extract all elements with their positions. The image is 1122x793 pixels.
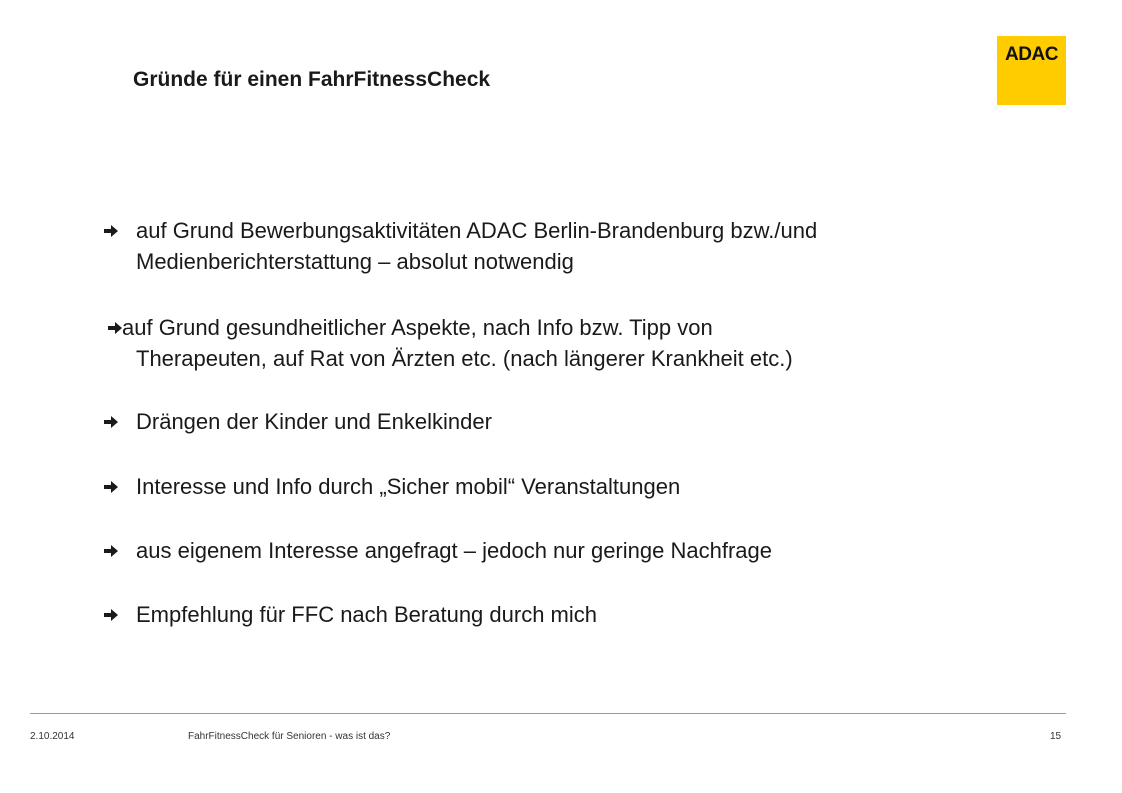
- footer-title: FahrFitnessCheck für Senioren - was ist das?: [188, 731, 391, 742]
- right-arrow-icon: [106, 319, 124, 337]
- bullet-line: aus eigenem Interesse angefragt – jedoch nur geringe Nachfrage: [136, 538, 772, 563]
- bullet-item: [102, 406, 1036, 437]
- bullet-line: auf Grund Bewerbungsaktivitäten ADAC Berlin-Brandenburg bzw./und: [136, 218, 818, 243]
- page-number: 15: [1050, 731, 1062, 742]
- logo-text: ADAC: [1005, 44, 1058, 65]
- bullet-item: [102, 535, 1036, 566]
- bullet-item: [102, 312, 1036, 374]
- bullet-item: [102, 599, 1036, 630]
- bullet-item: [102, 471, 1036, 502]
- bullet-line: auf Grund gesundheitlicher Aspekte, nach Info bzw. Tipp von: [122, 315, 713, 340]
- bullet-line: Empfehlung für FFC nach Beratung durch mich: [136, 602, 598, 627]
- bullet-line: Medienberichterstattung – absolut notwendig: [136, 249, 574, 274]
- slide-title: Gründe für einen FahrFitnessCheck: [133, 68, 491, 91]
- bullet-line: Drängen der Kinder und Enkelkinder: [136, 409, 492, 434]
- right-arrow-icon: [102, 413, 120, 431]
- footer-date: 2.10.2014: [30, 731, 75, 742]
- right-arrow-icon: [102, 606, 120, 624]
- bullet-item: [102, 215, 1036, 277]
- bullet-line: Therapeuten, auf Rat von Ärzten etc. (nach längerer Krankheit etc.): [136, 346, 793, 371]
- adac-logo: [997, 36, 1066, 105]
- right-arrow-icon: [102, 478, 120, 496]
- right-arrow-icon: [102, 542, 120, 560]
- right-arrow-icon: [102, 222, 120, 240]
- footer-divider: [30, 713, 1066, 714]
- bullet-line: Interesse und Info durch „Sicher mobil“ Veranstaltungen: [136, 474, 681, 499]
